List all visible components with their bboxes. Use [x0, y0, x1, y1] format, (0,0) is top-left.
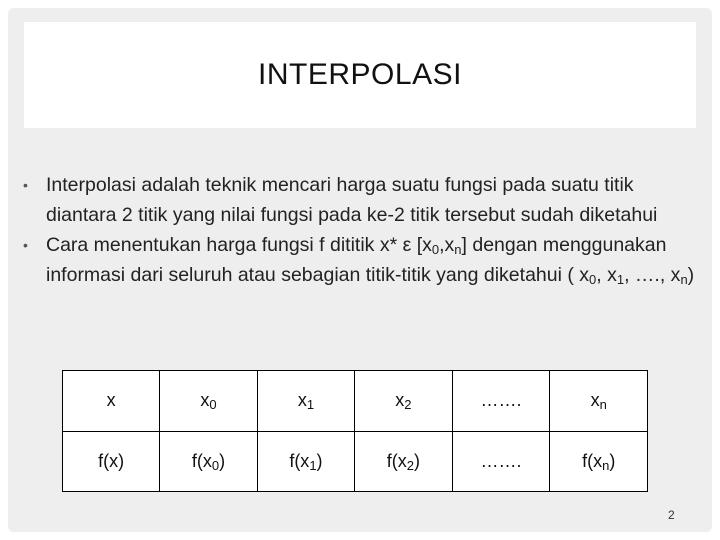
- table-cell: $f(x_n)$: [550, 431, 648, 492]
- table-cell: $x_0$: [160, 371, 257, 432]
- subscript: n: [680, 272, 688, 287]
- table-row-fx: [63, 431, 648, 492]
- slide-title: INTERPOLASI: [258, 58, 462, 91]
- slide-content: [22, 170, 698, 290]
- table-cell: …….: [452, 431, 550, 492]
- table-cell: $f(x_2)$: [355, 431, 452, 492]
- table-cell: $x_n$: [550, 371, 648, 432]
- bullet-icon: •: [23, 237, 28, 253]
- bullet-text-1: Interpolasi adalah teknik mencari harga suatu fungsi pada suatu titik diantara 2 titik yang nilai fungsi pada ke-2 titik tersebut sudah diketahui: [46, 174, 658, 226]
- table-cell: $f(x_1)$: [257, 431, 354, 492]
- table-row-x: [63, 371, 648, 432]
- bullet-text-2e: , …., x: [624, 264, 681, 286]
- table-cell: x: [63, 371, 160, 432]
- interpolation-table: [62, 370, 648, 492]
- bullet-item-2: [22, 230, 698, 290]
- page-number: 2: [668, 508, 675, 522]
- table-cell: $x_1$: [257, 371, 354, 432]
- bullet-text-2c: ] dengan menggunakan informasi dari seluruh atau sebagian titik-titik yang diketahui ( x: [46, 234, 667, 286]
- bullet-text-2a: Cara menentukan harga fungsi f dititik x* ε [x: [46, 234, 432, 256]
- subscript: 0: [589, 272, 597, 287]
- bullet-text-2d: , x: [596, 264, 617, 286]
- subscript: 1: [616, 272, 625, 287]
- subscript: n: [454, 242, 462, 257]
- bullet-item-1: [22, 170, 698, 230]
- bullet-text-2f: ): [687, 264, 695, 286]
- bullet-icon: •: [23, 177, 28, 193]
- table-cell: $x_2$: [355, 371, 452, 432]
- table-cell: f(x): [63, 431, 160, 492]
- table-cell: $f(x_0)$: [160, 431, 257, 492]
- subscript: 0: [431, 242, 440, 257]
- title-box: [24, 22, 696, 128]
- table-cell: …….: [452, 371, 550, 432]
- bullet-text-2b: ,x: [439, 234, 455, 256]
